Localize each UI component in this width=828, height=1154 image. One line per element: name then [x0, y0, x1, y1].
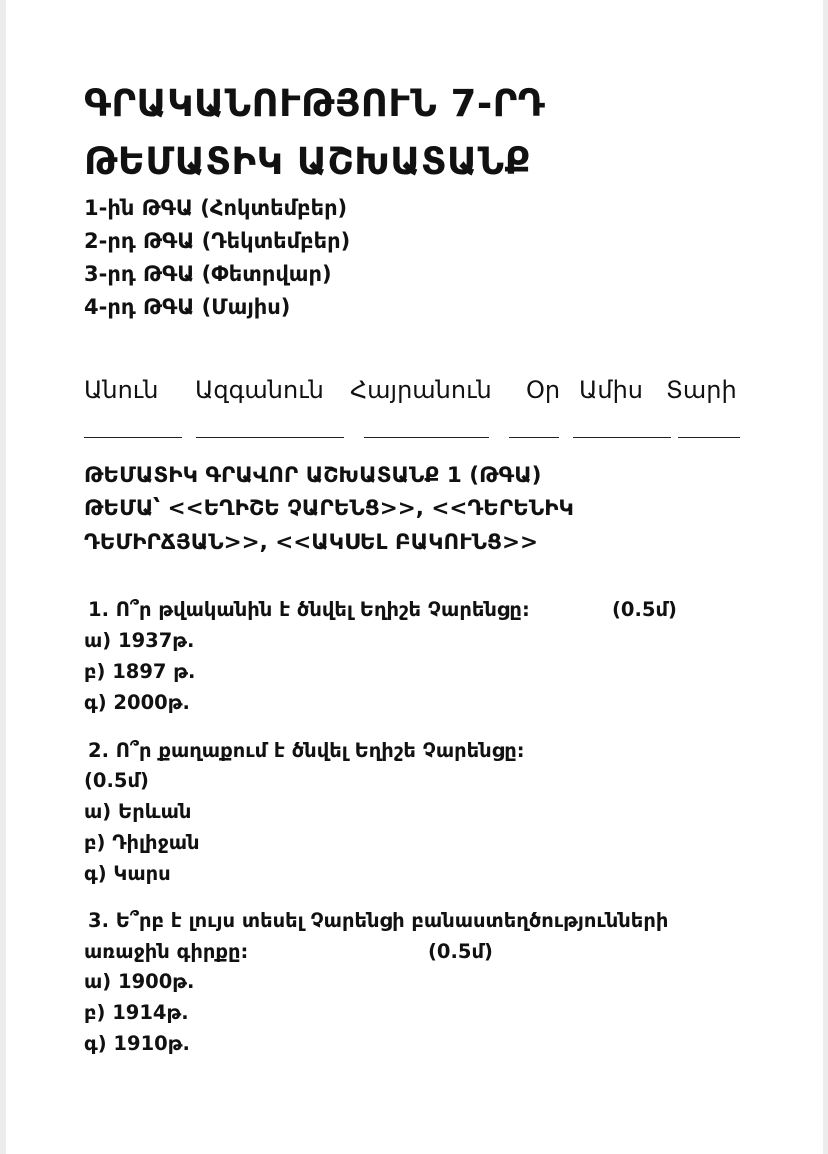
- question-3-option-c: գ) 1910թ.: [84, 1032, 190, 1055]
- question-2-points: (0.5մ): [84, 769, 149, 792]
- patronymic-blank[interactable]: [364, 437, 489, 438]
- day-blank[interactable]: [509, 437, 559, 438]
- question-3-points: (0.5մ): [428, 940, 493, 963]
- month-blank[interactable]: [573, 437, 671, 438]
- question-3-option-b: բ) 1914թ.: [84, 1001, 189, 1024]
- theme-line1: ԹԵՄԱՏԻԿ ԳՐԱՎՈՐ ԱՇԽԱՏԱՆՔ 1 (ԹԳԱ): [84, 463, 542, 488]
- field-label-month: Ամիս: [579, 376, 644, 404]
- question-1-option-b: բ) 1897 թ.: [84, 660, 196, 683]
- field-label-last-name: Ազգանուն: [195, 376, 324, 404]
- last-name-blank[interactable]: [196, 437, 344, 438]
- theme-line3: ԴԵՄԻՐՃՅԱՆ>>, <<ԱԿՍԵԼ ԲԱԿՈՒՆՑ>>: [84, 530, 538, 555]
- field-label-first-name: Անուն: [84, 376, 159, 404]
- quarter-2: 2-րդ ԹԳԱ (Դեկտեմբեր): [84, 229, 351, 253]
- question-2-text: 2. Ո՞ր քաղաքում է ծնվել Եղիշե Չարենցը:: [88, 739, 525, 762]
- page-title-line2: ԹԵՄԱՏԻԿ ԱՇԽԱՏԱՆՔ: [84, 140, 531, 183]
- question-3-option-a: ա) 1900թ.: [84, 970, 195, 993]
- quarter-3: 3-րդ ԹԳԱ (Փետրվար): [84, 262, 332, 286]
- question-1-text: 1. Ո՞ր թվականին է ծնվել Եղիշե Չարենցը:: [88, 598, 530, 621]
- question-2-option-c: գ) Կարս: [84, 862, 171, 885]
- question-1-option-c: գ) 2000թ.: [84, 691, 190, 714]
- year-blank[interactable]: [678, 437, 740, 438]
- theme-line2: ԹԵՄԱ՝ <<ԵՂԻՇԵ ՉԱՐԵՆՑ>>, <<ԴԵՐԵՆԻԿ: [84, 496, 574, 521]
- quarter-4: 4-րդ ԹԳԱ (Մայիս): [84, 295, 291, 319]
- first-name-blank[interactable]: [84, 437, 182, 438]
- question-1-option-a: ա) 1937թ.: [84, 629, 195, 652]
- field-label-patronymic: Հայրանուն: [350, 376, 492, 404]
- field-label-year: Տարի: [666, 376, 737, 404]
- page-title-line1: ԳՐԱԿԱՆՈՒԹՅՈՒՆ 7-ՐԴ: [84, 82, 546, 125]
- question-1-points: (0.5մ): [612, 598, 677, 621]
- question-3-text-continued: առաջին գիրքը:: [84, 940, 249, 963]
- question-3-text: 3. Ե՞րբ է լույս տեսել Չարենցի բանաստեղծությունների: [88, 909, 669, 932]
- question-2-option-b: բ) Դիլիջան: [84, 831, 200, 854]
- question-2-option-a: ա) Երևան: [84, 800, 192, 823]
- field-label-day: Օր: [526, 376, 561, 404]
- quarter-1: 1-ին ԹԳԱ (Հոկտեմբեր): [84, 196, 348, 220]
